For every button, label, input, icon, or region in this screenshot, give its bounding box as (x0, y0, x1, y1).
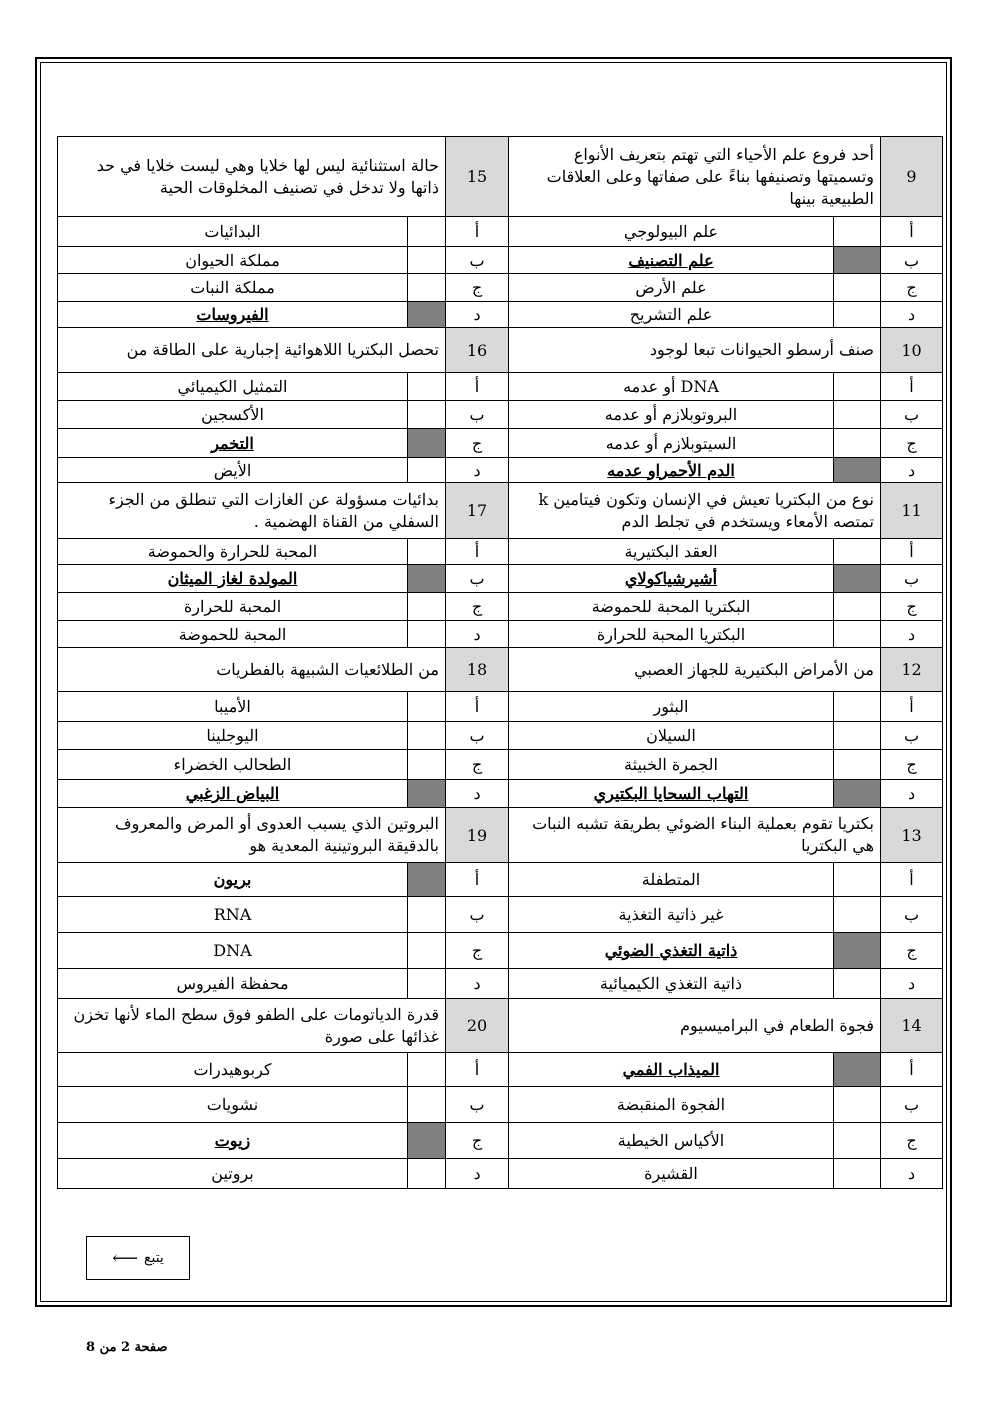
question-row (58, 328, 943, 373)
option-letter: ب (446, 565, 509, 593)
answer-box (408, 621, 446, 648)
question-text: تحصل البكتريا اللاهوائية إجبارية على الطاقة من (58, 328, 446, 373)
option-row (58, 217, 943, 247)
option-row (58, 401, 943, 429)
question-row (58, 137, 943, 217)
option-text[interactable]: نشويات (58, 1087, 408, 1123)
option-row (58, 1087, 943, 1123)
option-letter: د (446, 969, 509, 999)
option-text[interactable]: ذاتية التغذي الكيميائية (509, 969, 834, 999)
answer-box (834, 429, 881, 458)
option-text[interactable]: الأكسجين (58, 401, 408, 429)
option-row (58, 969, 943, 999)
option-letter: ج (446, 933, 509, 969)
answer-box (408, 692, 446, 722)
option-text[interactable]: بروتين (58, 1159, 408, 1189)
option-text[interactable]: المحبة للحرارة والحموضة (58, 539, 408, 565)
option-text[interactable]: البدائيات (58, 217, 408, 247)
answer-box (834, 750, 881, 780)
answer-box (834, 863, 881, 897)
option-letter: ج (446, 750, 509, 780)
option-row (58, 692, 943, 722)
answer-box (834, 539, 881, 565)
question-number: 15 (446, 137, 509, 217)
question-text: حالة استثنائية ليس لها خلايا وهي ليست خلايا في حد ذاتها ولا تدخل في تصنيف المخلوقات الحية (58, 137, 446, 217)
option-text[interactable]: المولدة لغاز الميثان (58, 565, 408, 593)
option-letter: ب (881, 1087, 943, 1123)
question-row (58, 648, 943, 692)
question-text: البروتين الذي يسبب العدوى أو المرض والمعروف بالدقيقة البروتينية المعدية هو (58, 808, 446, 863)
option-letter: ب (881, 565, 943, 593)
option-text[interactable]: الفجوة المنقبضة (509, 1087, 834, 1123)
option-text[interactable]: السيتوبلازم أو عدمه (509, 429, 834, 458)
answer-box (408, 401, 446, 429)
answer-box (408, 1087, 446, 1123)
answer-mark (408, 302, 446, 328)
answer-box (408, 1053, 446, 1087)
option-letter: أ (446, 539, 509, 565)
option-letter: ب (446, 1087, 509, 1123)
option-letter: أ (881, 1053, 943, 1087)
option-text[interactable]: ذاتية التغذي الضوئي (509, 933, 834, 969)
answer-box (408, 593, 446, 621)
option-row (58, 565, 943, 593)
question-number: 18 (446, 648, 509, 692)
answer-mark (834, 565, 881, 593)
question-text: من الأمراض البكتيرية للجهاز العصبي (509, 648, 881, 692)
answer-box (408, 933, 446, 969)
question-number: 20 (446, 999, 509, 1053)
answer-box (834, 593, 881, 621)
continue-label: يتبع (144, 1250, 164, 1266)
option-text[interactable]: التمثيل الكيميائي (58, 373, 408, 401)
answer-box (834, 1159, 881, 1189)
option-letter: د (881, 969, 943, 999)
option-text[interactable]: علم التصنيف (509, 247, 834, 274)
option-text[interactable]: مملكة النبات (58, 274, 408, 302)
option-letter: أ (446, 1053, 509, 1087)
option-letter: د (446, 780, 509, 808)
question-text: من الطلائعيات الشبيهة بالفطريات (58, 648, 446, 692)
question-number: 16 (446, 328, 509, 373)
option-letter: ج (881, 750, 943, 780)
option-text[interactable]: DNA (58, 933, 408, 969)
option-text[interactable]: الأيض (58, 458, 408, 483)
page-number: صفحة 2 من 8 (86, 1340, 168, 1355)
question-text: قدرة الدياتومات على الطفو فوق سطح الماء لأنها تخزن غذائها على صورة (58, 999, 446, 1053)
option-letter: أ (881, 863, 943, 897)
answer-box (834, 302, 881, 328)
option-text[interactable]: محفظة الفيروس (58, 969, 408, 999)
option-letter: ج (881, 429, 943, 458)
option-text[interactable]: DNA أو عدمه (509, 373, 834, 401)
option-text[interactable]: زيوت (58, 1123, 408, 1159)
answer-box (834, 373, 881, 401)
option-letter: ب (446, 897, 509, 933)
option-letter: د (881, 1159, 943, 1189)
question-number: 13 (881, 808, 943, 863)
option-letter: ب (446, 247, 509, 274)
answer-box (408, 969, 446, 999)
arrow-left-icon: ⟵ (112, 1247, 139, 1269)
option-text[interactable]: علم التشريح (509, 302, 834, 328)
option-row (58, 429, 943, 458)
answer-box (834, 217, 881, 247)
option-letter: أ (446, 217, 509, 247)
option-letter: ج (446, 429, 509, 458)
option-letter: د (881, 780, 943, 808)
option-letter: ج (446, 593, 509, 621)
option-letter: ب (881, 722, 943, 750)
option-letter: أ (881, 692, 943, 722)
option-text[interactable]: الفيروسات (58, 302, 408, 328)
option-text[interactable]: البكتريا المحبة للحرارة (509, 621, 834, 648)
question-number: 11 (881, 483, 943, 539)
option-letter: أ (881, 217, 943, 247)
option-row (58, 933, 943, 969)
answer-box (408, 539, 446, 565)
option-text[interactable]: بريون (58, 863, 408, 897)
option-letter: د (881, 458, 943, 483)
option-text[interactable]: البثور (509, 692, 834, 722)
option-letter: د (881, 302, 943, 328)
option-text[interactable]: الطحالب الخضراء (58, 750, 408, 780)
answer-mark (408, 1123, 446, 1159)
question-row (58, 999, 943, 1053)
answer-box (834, 897, 881, 933)
answer-box (834, 1087, 881, 1123)
answer-box (834, 1123, 881, 1159)
option-row (58, 750, 943, 780)
option-text[interactable]: البياض الزغبي (58, 780, 408, 808)
answer-box (408, 750, 446, 780)
option-row (58, 302, 943, 328)
answer-mark (408, 429, 446, 458)
option-letter: د (446, 458, 509, 483)
answer-box (834, 722, 881, 750)
option-letter: ج (881, 593, 943, 621)
option-row (58, 863, 943, 897)
question-row (58, 808, 943, 863)
option-text[interactable]: علم الأرض (509, 274, 834, 302)
option-letter: ب (446, 401, 509, 429)
option-letter: د (446, 621, 509, 648)
answer-box (834, 274, 881, 302)
option-row (58, 373, 943, 401)
question-text: أحد فروع علم الأحياء التي تهتم بتعريف الأنواع وتسميتها وتصنيفها بناءً على صفاتها وعلى العلاقات الطبيعية بينها (509, 137, 881, 217)
option-row (58, 722, 943, 750)
answer-box (408, 274, 446, 302)
option-text[interactable]: اليوجلينا (58, 722, 408, 750)
option-letter: د (881, 621, 943, 648)
option-text[interactable]: الأكياس الخيطية (509, 1123, 834, 1159)
option-letter: أ (881, 373, 943, 401)
option-text[interactable]: RNA (58, 897, 408, 933)
answer-mark (834, 780, 881, 808)
question-number: 19 (446, 808, 509, 863)
option-text[interactable]: المحبة للحموضة (58, 621, 408, 648)
option-text[interactable]: التهاب السحايا البكتيري (509, 780, 834, 808)
answer-box (408, 247, 446, 274)
answer-box (408, 217, 446, 247)
option-row (58, 593, 943, 621)
answer-mark (834, 247, 881, 274)
option-letter: أ (446, 692, 509, 722)
answer-mark (408, 863, 446, 897)
question-text: بدائيات مسؤولة عن الغازات التي تنطلق من الجزء السفلي من القناة الهضمية . (58, 483, 446, 539)
answer-mark (834, 458, 881, 483)
option-text[interactable]: البكتريا المحبة للحموضة (509, 593, 834, 621)
option-letter: د (446, 302, 509, 328)
answer-mark (834, 933, 881, 969)
question-text: صنف أرسطو الحيوانات تبعا لوجود (509, 328, 881, 373)
option-letter: ج (881, 933, 943, 969)
question-row (58, 483, 943, 539)
question-text: بكتريا تقوم بعملية البناء الضوئي بطريقة تشبه النبات هي البكتريا (509, 808, 881, 863)
question-text: نوع من البكتريا تعيش في الإنسان وتكون فيتامين k تمتصه الأمعاء ويستخدم في تجلط الدم (509, 483, 881, 539)
option-letter: ب (446, 722, 509, 750)
option-letter: أ (881, 539, 943, 565)
option-text[interactable]: كربوهيدرات (58, 1053, 408, 1087)
option-text[interactable]: العقد البكتيرية (509, 539, 834, 565)
option-letter: ب (881, 897, 943, 933)
answer-box (408, 722, 446, 750)
question-number: 9 (881, 137, 943, 217)
answer-box (834, 621, 881, 648)
option-row (58, 458, 943, 483)
option-text[interactable]: الميذاب الفمي (509, 1053, 834, 1087)
option-letter: ج (881, 274, 943, 302)
option-letter: أ (446, 863, 509, 897)
question-number: 17 (446, 483, 509, 539)
option-text[interactable]: الدم الأحمراو عدمه (509, 458, 834, 483)
option-letter: أ (446, 373, 509, 401)
option-text[interactable]: القشيرة (509, 1159, 834, 1189)
option-letter: ب (881, 247, 943, 274)
option-letter: ج (446, 1123, 509, 1159)
option-row (58, 780, 943, 808)
answer-box (408, 373, 446, 401)
option-row (58, 1159, 943, 1189)
option-text[interactable]: التخمر (58, 429, 408, 458)
option-letter: ج (881, 1123, 943, 1159)
option-text[interactable]: الأميبا (58, 692, 408, 722)
question-number: 12 (881, 648, 943, 692)
answer-box (834, 692, 881, 722)
answer-box (408, 458, 446, 483)
option-row (58, 621, 943, 648)
answer-mark (408, 780, 446, 808)
option-text[interactable]: علم البيولوجي (509, 217, 834, 247)
option-text[interactable]: السيلان (509, 722, 834, 750)
question-text: فجوة الطعام في البراميسيوم (509, 999, 881, 1053)
answer-box (408, 897, 446, 933)
continue-box (86, 1236, 190, 1280)
option-row (58, 274, 943, 302)
option-row (58, 1123, 943, 1159)
question-number: 14 (881, 999, 943, 1053)
option-row (58, 1053, 943, 1087)
answer-mark (408, 565, 446, 593)
option-text[interactable]: أشيرشياكولاي (509, 565, 834, 593)
answer-box (408, 1159, 446, 1189)
question-number: 10 (881, 328, 943, 373)
option-letter: ج (446, 274, 509, 302)
answer-box (834, 401, 881, 429)
option-text[interactable]: مملكة الحيوان (58, 247, 408, 274)
option-row (58, 897, 943, 933)
option-row (58, 539, 943, 565)
option-letter: ب (881, 401, 943, 429)
option-text[interactable]: البروتوبلازم أو عدمه (509, 401, 834, 429)
option-text[interactable]: المحبة للحرارة (58, 593, 408, 621)
option-text[interactable]: غير ذاتية التغذية (509, 897, 834, 933)
quiz-table (57, 136, 943, 1189)
answer-box (834, 969, 881, 999)
option-text[interactable]: الجمرة الخبيثة (509, 750, 834, 780)
option-row (58, 247, 943, 274)
answer-mark (834, 1053, 881, 1087)
option-letter: د (446, 1159, 509, 1189)
option-text[interactable]: المتطفلة (509, 863, 834, 897)
